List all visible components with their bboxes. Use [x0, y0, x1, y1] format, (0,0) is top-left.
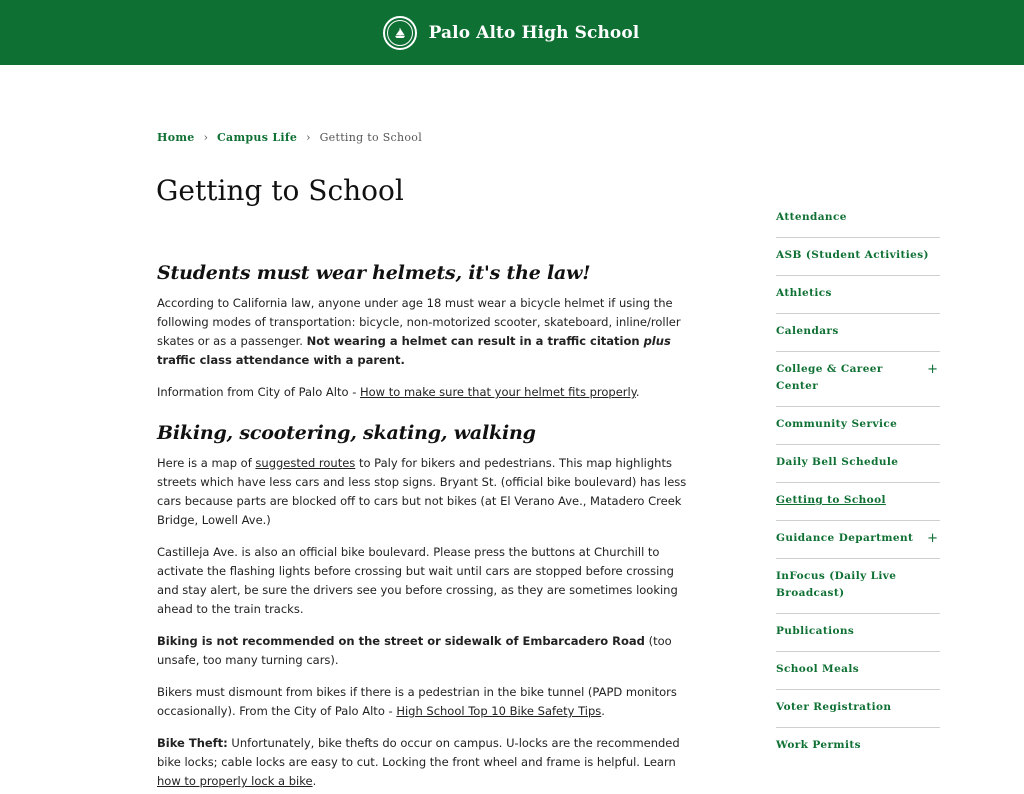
sidebar-item-voter-registration[interactable]: [776, 690, 940, 728]
sidebar-item-bell-schedule[interactable]: [776, 445, 940, 483]
bike-theft-end: .: [312, 774, 317, 788]
sidebar-item-work-permits[interactable]: [776, 728, 940, 765]
embarcadero-warning-bold: Biking is not recommended on the street or sidewalk of Embarcadero Road: [157, 634, 645, 648]
breadcrumb-home-link[interactable]: Home: [157, 131, 195, 144]
helmet-warning-italic: plus: [643, 334, 671, 348]
sidebar-item-label[interactable]: Getting to School: [776, 494, 886, 506]
sidebar-item-label[interactable]: Calendars: [776, 325, 839, 337]
expand-plus-icon[interactable]: +: [927, 531, 938, 546]
sidebar-item-label[interactable]: Community Service: [776, 418, 898, 430]
castilleja-paragraph: Castilleja Ave. is also an official bike boulevard. Please press the buttons at Churchill to activate the flashing lights before crossing but wait until cars are stopped before crossing and stay alert, be sure the drivers see you before crossing, as they are sometimes looking ahead to the train tracks.: [157, 545, 678, 616]
sidebar-item-community-service[interactable]: [776, 407, 940, 445]
lock-bike-link[interactable]: how to properly lock a bike: [157, 774, 313, 788]
sidebar-item-label[interactable]: Attendance: [776, 211, 847, 223]
sidebar-item-label[interactable]: College & Career Center: [776, 363, 883, 392]
breadcrumb: [157, 131, 422, 144]
breadcrumb-current: Getting to School: [319, 131, 423, 144]
bike-tunnel-end: .: [601, 704, 605, 718]
sidebar-item-label[interactable]: Guidance Department: [776, 532, 914, 544]
sidebar-item-label[interactable]: Athletics: [776, 287, 832, 299]
bike-tunnel-paragraph: [157, 683, 697, 721]
sidebar-item-label[interactable]: Work Permits: [776, 739, 861, 751]
header-brand[interactable]: [383, 16, 640, 50]
sidebar-item-athletics[interactable]: [776, 276, 940, 314]
helmet-warning-text-a: Not wearing a helmet can result in a traffic citation: [306, 334, 644, 348]
helmet-fit-link[interactable]: How to make sure that your helmet fits properly: [360, 385, 636, 399]
ship-icon: [392, 25, 408, 41]
embarcadero-rest: (too unsafe, too many turning cars).: [157, 634, 672, 667]
chevron-right-icon: ›: [306, 131, 311, 144]
helmet-info-end: .: [635, 385, 640, 399]
section-heading-biking: Biking, scootering, skating, walking: [157, 422, 536, 444]
sidebar-item-publications[interactable]: [776, 614, 940, 652]
helmet-info-paragraph: [157, 383, 697, 402]
routes-paragraph: [157, 454, 697, 530]
sidebar-item-label[interactable]: InFocus (Daily Live Broadcast): [776, 570, 897, 599]
sidebar-item-attendance[interactable]: [776, 200, 940, 238]
sidebar-item-college-career[interactable]: [776, 352, 940, 407]
suggested-routes-link[interactable]: suggested routes: [255, 456, 356, 470]
expand-plus-icon[interactable]: +: [927, 362, 938, 377]
sidebar-item-school-meals[interactable]: [776, 652, 940, 690]
routes-text-a: Here is a map of: [157, 456, 256, 470]
breadcrumb-campus-life-link[interactable]: Campus Life: [216, 131, 298, 144]
seal-inner-ring: [387, 20, 413, 46]
bike-tunnel-text: Bikers must dismount from bikes if there is a pedestrian in the bike tunnel (PAPD monitors occasionally). From the City of Palo Alto -: [157, 685, 677, 718]
chevron-right-icon: ›: [203, 131, 208, 144]
sidebar-item-label[interactable]: Daily Bell Schedule: [776, 456, 899, 468]
helmet-info-text: Information from City of Palo Alto -: [157, 385, 360, 399]
sidebar-item-getting-to-school[interactable]: [776, 483, 940, 521]
school-seal-logo[interactable]: [383, 16, 417, 50]
page-title: Getting to School: [156, 174, 404, 207]
bike-theft-text: Unfortunately, bike thefts do occur on campus. U-locks are the recommended bike locks; cable locks are easy to cut. Locking the front wheel and frame is helpful. Learn: [157, 736, 680, 769]
bike-theft-paragraph: [157, 734, 697, 791]
main-content: [157, 262, 697, 794]
sidebar-item-calendars[interactable]: [776, 314, 940, 352]
sidebar-item-guidance[interactable]: [776, 521, 940, 559]
helmet-law-text: According to California law, anyone under age 18 must wear a bicycle helmet if using the following modes of transportation: bicycle, non-motorized scooter, skateboard, inline/roller skates or as a passenger.: [157, 296, 681, 348]
site-header: [0, 0, 1024, 65]
sidebar-item-label[interactable]: Voter Registration: [776, 701, 892, 713]
section-heading-helmets: Students must wear helmets, it's the law!: [157, 262, 591, 284]
bike-safety-tips-link[interactable]: High School Top 10 Bike Safety Tips: [396, 704, 602, 718]
sidebar-item-label[interactable]: ASB (Student Activities): [776, 249, 929, 261]
sidebar-item-infocus[interactable]: [776, 559, 940, 614]
sidebar-item-asb[interactable]: [776, 238, 940, 276]
embarcadero-paragraph: [157, 632, 697, 670]
sidebar-nav: [776, 200, 940, 765]
sidebar-item-label[interactable]: School Meals: [776, 663, 860, 675]
routes-text-b: to Paly for bikers and pedestrians. This map highlights streets which have less cars and less stop signs. Bryant St. (official bike boulevard) has less cars because parts are blocked off to cars but not bikes (at El Verano Ave., Matadero Creek Bridge, Lowell Ave.): [157, 456, 687, 527]
sidebar-item-label[interactable]: Publications: [776, 625, 855, 637]
bike-theft-label: Bike Theft:: [157, 736, 228, 750]
helmet-law-paragraph: [157, 294, 697, 370]
site-title[interactable]: Palo Alto High School: [428, 22, 640, 43]
helmet-warning-text-b: traffic class attendance with a parent.: [157, 353, 405, 367]
